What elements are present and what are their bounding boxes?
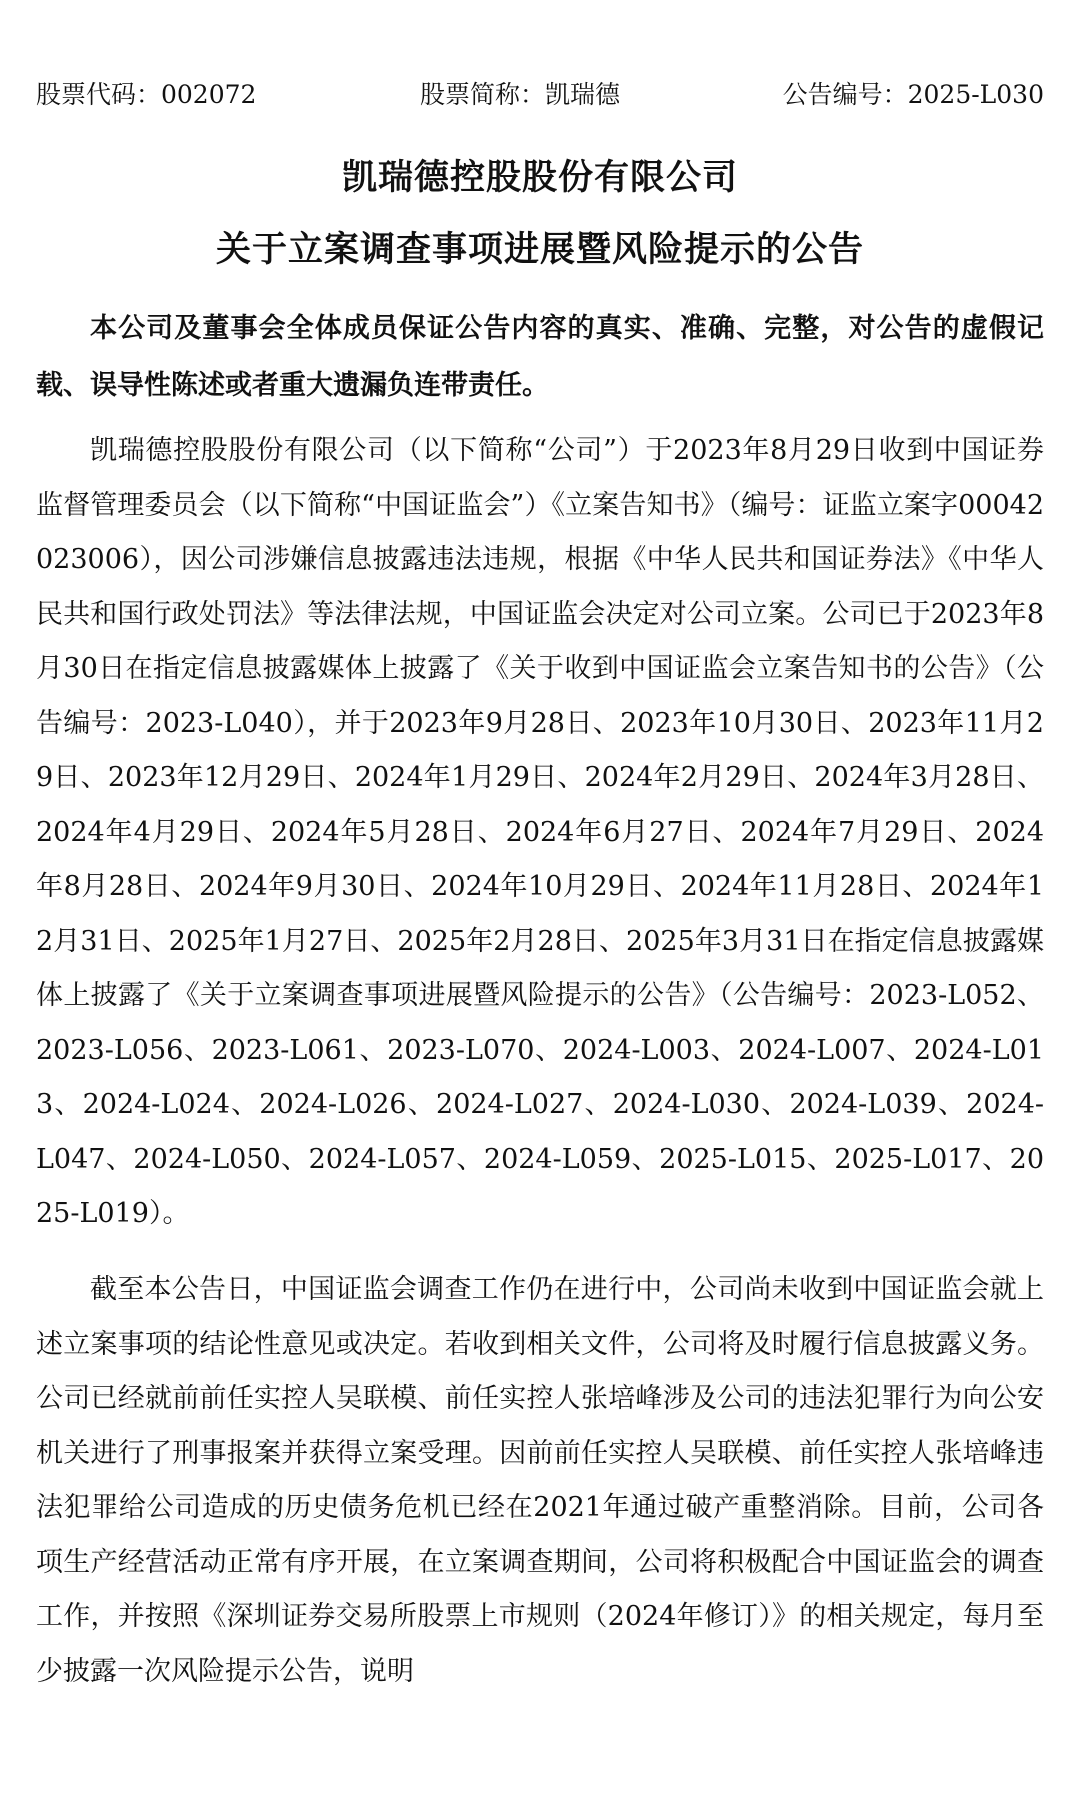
company-title: 凯瑞德控股股份有限公司	[341, 157, 738, 198]
body-paragraph: 截至本公告日，中国证监会调查工作仍在进行中，公司尚未收到中国证监会就上述立案事项的结论性意见或决定。若收到相关文件，公司将及时履行信息披露义务。公司已经就前前任实控人吴联模、前任实控人张培峰涉及公司的违法犯罪行为向公安机关进行了刑事报案并获得立案受理。因前前任实控人吴联模、前任实控人张培峰违法犯罪给公司造成的历史债务危机已经在2021年通过破产重整消除。目前，公司各项生产经营活动正常有序开展，在立案调查期间，公司将积极配合中国证监会的调查工作，并按照《深圳证券交易所股票上市规则（2024年修订）》的相关规定，每月至少披露一次风险提示公告，说明	[36, 1274, 1044, 1687]
announcement-header	[36, 75, 1044, 115]
announcement-title: 关于立案调查事项进展暨风险提示的公告	[215, 229, 864, 270]
board-statement: 本公司及董事会全体成员保证公告内容的真实、准确、完整，对公告的虚假记载、误导性陈述或者重大遗漏负连带责任。	[36, 313, 1044, 401]
stock-name: 股票简称：凯瑞德	[420, 80, 621, 109]
stock-code: 股票代码：002072	[36, 80, 257, 109]
announcement-number: 公告编号：2025-L030	[782, 80, 1044, 109]
body-paragraph: 凯瑞德控股股份有限公司（以下简称“公司”）于2023年8月29日收到中国证券监督管理委员会（以下简称“中国证监会”）《立案告知书》（编号：证监立案字00042023006），因公司涉嫌信息披露违法违规，根据《中华人民共和国证券法》《中华人民共和国行政处罚法》等法律法规，中国证监会决定对公司立案。公司已于2023年8月30日在指定信息披露媒体上披露了《关于收到中国证监会立案告知书的公告》（公告编号：2023-L040），并于2023年9月28日、2023年10月30日、2023年11月29日、2023年12月29日、2024年1月29日、2024年2月29日、2024年3月28日、2024年4月29日、2024年5月28日、2024年6月27日、2024年7月29日、2024年8月28日、2024年9月30日、2024年10月29日、2024年11月28日、2024年12月31日、2025年1月27日、2025年2月28日、2025年3月31日在指定信息披露媒体上披露了《关于立案调查事项进展暨风险提示的公告》（公告编号：2023-L052、2023-L056、2023-L061、2023-L070、2024-L003、2024-L007、2024-L013、2024-L024、2024-L026、2024-L027、2024-L030、2024-L039、2024-L047、2024-L050、2024-L057、2024-L059、2025-L015、2025-L017、2025-L019）。	[36, 435, 1044, 1229]
